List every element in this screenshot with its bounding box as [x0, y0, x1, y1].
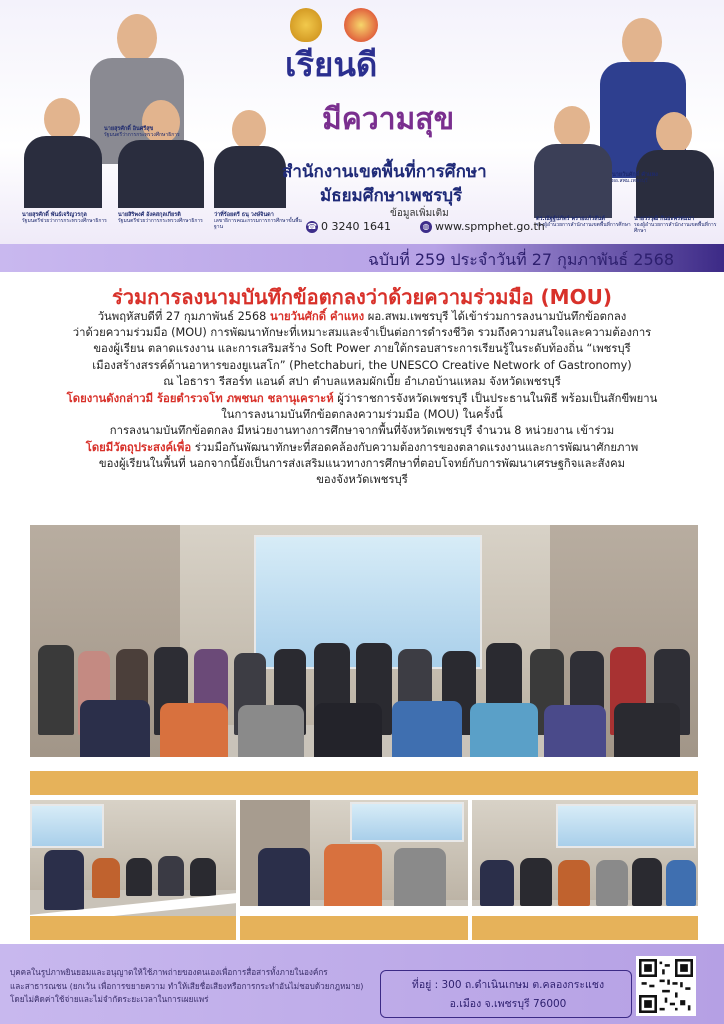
article-paragraph-4: โดยมีวัตถุประสงค์เพื่อ ร่วมมือกันพัฒนาทักษะที่สอดคล้องกับความต้องการของตลาดแรงงานและการพัฒนาศักยภาพ ของผู้เรียนในพื้นที่ นอกจากนี้ยังเป็นการส่งเสริมแนวทางการศึกษาที่ตอบโจทย์กับการพัฒนาเศรษฐกิจและสังคม ของจังหวัดเพชรบุรี: [85, 441, 639, 487]
director-name: นายวันศักดิ์ คำแหง: [269, 310, 365, 323]
phone-contact: [306, 220, 391, 233]
article-paragraph-1: วันพฤหัสบดีที่ 27 กุมภาพันธ์ 2568 นายวันศักดิ์ คำแหง ผอ.สพม.เพชรบุรี ได้เข้าร่วมการลงนามบันทึกข้อตกลง ว่าด้วยความร่วมมือ (MOU) การพัฒนาทักษะที่เหมาะสมและจำเป็นต่อการดำรงชีวิต รวมถึงความสนใจและความต้องการ ของผู้เรียน ตลาดแรงงาน และการเสริมสร้าง Soft Power ภายใต้กรอบสาระการเรียนรู้ในระดับท้องถิ่น “เพชรบุรี เมืองสร้างสรรค์ด้านอาหารของยูเนสโก” (Phetchaburi, the UNESCO Creative Network of Gastronomy) ณ ไอธารา รีสอร์ท แอนด์ สปา ตำบลแหลมผักเบี้ย อำเภอบ้านแหลม จังหวัดเพชรบุรี: [72, 310, 652, 388]
article-paragraph-2: โดยงานดังกล่าวมี ร้อยตำรวจโท ภพชนก ชลานุเคราะห์ ผู้ว่าราชการจังหวัดเพชรบุรี เป็นประธานในพิธี พร้อมเป็นสักขีพยาน ในการลงนามบันทึกข้อตกลงความร่วมมือ (MOU) ในครั้งนี้: [66, 392, 658, 422]
office-name-line1: สำนักงานเขตพื้นที่การศึกษา: [282, 162, 487, 182]
official-caption: ว่าที่ร้อยตรี ธนุ วงษ์จินดา เลขาธิการคณะกรรมการการศึกษาขั้นพื้นฐาน: [214, 212, 302, 230]
official-portrait: [112, 100, 210, 208]
brand-slogan-line1: เรียนดี: [285, 45, 378, 84]
official-caption: นายวรวุฒิ กันธะพรหมมา รองผู้อำนวยการสำนักงานเขตพื้นที่การศึกษา: [634, 216, 717, 234]
phone-icon: ☎: [307, 222, 317, 231]
qr-code[interactable]: [636, 956, 696, 1016]
official-caption: นายวันศักดิ์ คำแหง ผอ.สพม.เพชรบุรี: [612, 172, 658, 184]
main-group-photo: [30, 525, 698, 795]
ministry-emblem: [290, 8, 322, 42]
article-title: ร่วมการลงนามบันทึกข้อตกลงว่าด้วยความร่วมมือ (MOU): [112, 285, 612, 309]
address-line-1: ที่อยู่ : 300 ถ.ดำเนินเกษม ต.คลองกระแชง: [411, 979, 605, 991]
official-caption: นายสุรศักดิ์ อินศรีสุข รัฐมนตรีว่าการกระทรวงศึกษาธิการ: [104, 126, 180, 138]
signing-photo-3: [472, 800, 698, 940]
office-name-line2: มัธยมศึกษาเพชรบุรี: [320, 186, 463, 206]
signing-photo-2: [240, 800, 468, 940]
official-portrait: [20, 98, 106, 208]
brand-slogan-line2: มีความสุข: [322, 102, 455, 137]
website-link[interactable]: www.spmphet.go.th: [435, 220, 545, 233]
photo-consent-note: บุคคลในรูปภาพยินยอมและอนุญาตให้ใช้ภาพถ่ายของตนเองเพื่อการสื่อสารทั้งภายในองค์กร และสาธารณชน (ยกเว้น เพื่อการขยายความ ทำให้เสียชื่อเสียงหรือการกระทำอันไม่ชอบด้วยกฎหมาย) โดยไม่คิดค่าใช้จ่ายและไม่จำกัดระยะเวลาในการเผยแพร่: [10, 967, 364, 1004]
globe-icon: ◍: [420, 221, 432, 233]
governor-name: ร้อยตำรวจโท ภพชนก ชลานุเคราะห์: [153, 392, 334, 405]
official-portrait: [632, 112, 718, 218]
article-paragraph-3: การลงนามบันทึกข้อตกลง มีหน่วยงานทางการศึกษาจากพื้นที่จังหวัดเพชรบุรี จำนวน 8 หน่วยงาน เข้าร่วม: [109, 424, 615, 437]
official-portrait: [528, 106, 618, 218]
official-portrait: [210, 110, 290, 208]
phone-number: 0 3240 1641: [321, 220, 391, 233]
address-line-2: อ.เมือง จ.เพชรบุรี 76000: [449, 998, 567, 1010]
issue-number: ฉบับที่ 259 ประจำวันที่ 27 กุมภาพันธ์ 2568: [368, 250, 674, 269]
more-info-label: ข้อมูลเพิ่มเติม: [390, 208, 449, 219]
official-caption: ดร.ณัฐฐ์ปภัทร์ พรายแก้วสันต์ รองผู้อำนวยการสำนักงานเขตพื้นที่การศึกษา: [536, 216, 631, 228]
obec-emblem: [344, 8, 378, 42]
website-contact[interactable]: [420, 220, 545, 233]
header-banner: [0, 0, 724, 245]
official-caption: นายสิริพงศ์ อังคสกุลเกียรติ รัฐมนตรีช่วยว่าการกระทรวงศึกษาธิการ: [118, 212, 203, 224]
official-caption: นายสุรศักดิ์ พันธ์เจริญวรกุล รัฐมนตรีช่วยว่าการกระทรวงศึกษาธิการ: [22, 212, 107, 224]
signing-photo-1: [30, 800, 236, 940]
qr-code-icon: [639, 959, 693, 1013]
